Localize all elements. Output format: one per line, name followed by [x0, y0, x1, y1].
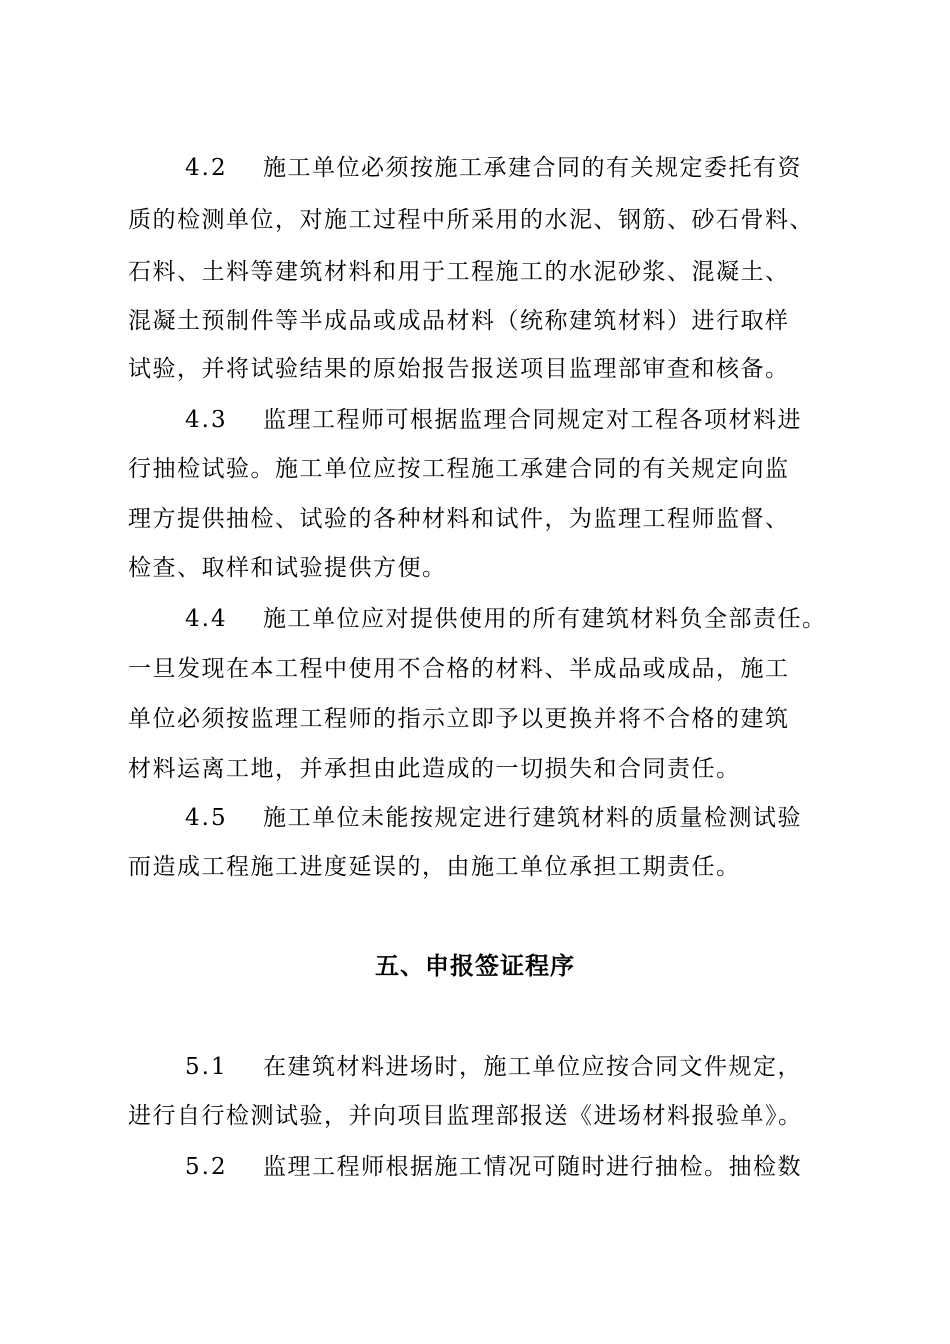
section-heading: 五、申报签证程序 — [375, 952, 575, 980]
text: 监理工程师可根据监理合同规定对工程各项材料进 — [263, 407, 802, 433]
paragraph-5-1-line-2: 进行自行检测试验，并向项目监理部报送《进场材料报验单》。 — [128, 1103, 803, 1129]
clause-number: 4.5 — [185, 805, 228, 831]
paragraph-4-3-line-1 — [128, 403, 802, 437]
paragraph-4-5-line-1 — [128, 801, 802, 835]
text: 在建筑材料进场时，施工单位应按合同文件规定， — [263, 1054, 802, 1080]
paragraph-4-2-line-2: 质的检测单位，对施工过程中所采用的水泥、钢筋、砂石骨料、 — [128, 207, 814, 233]
paragraph-4-4-line-2: 一旦发现在本工程中使用不合格的材料、半成品或成品，施工 — [128, 656, 790, 682]
paragraph-5-1-line-1 — [128, 1050, 802, 1084]
text: 施工单位必须按施工承建合同的有关规定委托有资 — [263, 155, 802, 181]
clause-number: 4.3 — [185, 407, 228, 433]
paragraph-5-2-line-1 — [128, 1150, 802, 1184]
text: 监理工程师根据施工情况可随时进行抽检。抽检数 — [263, 1154, 802, 1180]
paragraph-4-2-line-4: 混凝土预制件等半成品或成品材料（统称建筑材料）进行取样 — [128, 308, 790, 334]
clause-number: 5.2 — [185, 1154, 228, 1180]
paragraph-4-2-line-3: 石料、土料等建筑材料和用于工程施工的水泥砂浆、混凝土、 — [128, 259, 790, 285]
paragraph-4-4-line-1 — [128, 602, 827, 636]
paragraph-4-3-line-4: 检查、取样和试验提供方便。 — [128, 555, 447, 581]
paragraph-4-3-line-3: 理方提供抽检、试验的各种材料和试件，为监理工程师监督、 — [128, 506, 790, 532]
paragraph-4-3-line-2: 行抽检试验。施工单位应按工程施工承建合同的有关规定向监 — [128, 456, 790, 482]
clause-number: 5.1 — [185, 1054, 228, 1080]
paragraph-4-4-line-3: 单位必须按监理工程师的指示立即予以更换并将不合格的建筑 — [128, 706, 790, 732]
paragraph-4-2-line-5: 试验，并将试验结果的原始报告报送项目监理部审查和核备。 — [128, 356, 790, 382]
paragraph-4-2-line-1 — [128, 151, 802, 185]
clause-number: 4.4 — [185, 606, 228, 632]
paragraph-4-5-line-2: 而造成工程施工进度延误的，由施工单位承担工期责任。 — [128, 854, 741, 880]
paragraph-4-4-line-4: 材料运离工地，并承担由此造成的一切损失和合同责任。 — [128, 756, 741, 782]
clause-number: 4.2 — [185, 155, 228, 181]
text: 施工单位未能按规定进行建筑材料的质量检测试验 — [263, 805, 802, 831]
text: 施工单位应对提供使用的所有建筑材料负全部责任。 — [263, 606, 827, 632]
